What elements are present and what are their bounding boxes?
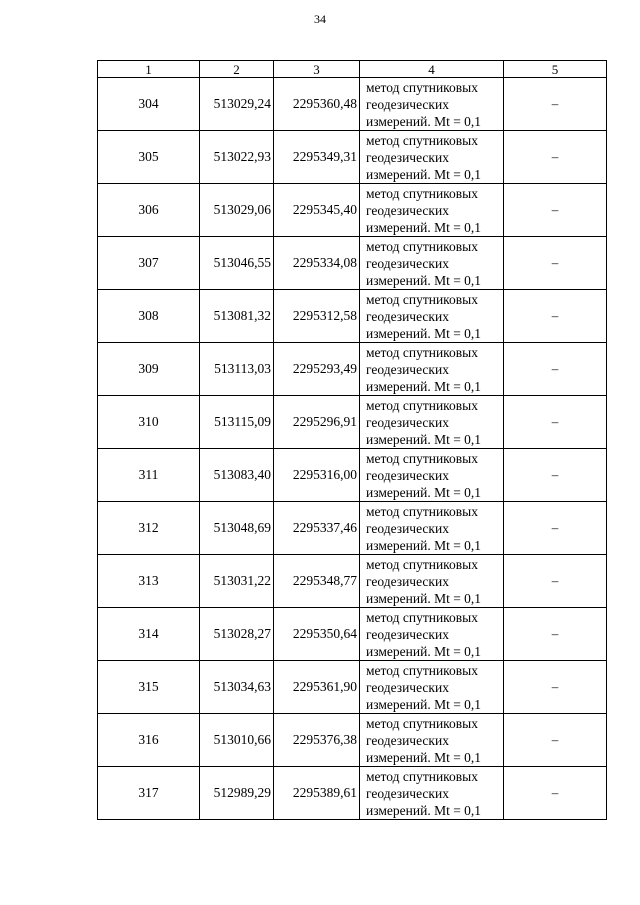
note-cell: – — [504, 661, 607, 714]
point-number-cell: 307 — [98, 237, 200, 290]
note-cell: – — [504, 290, 607, 343]
table-row — [98, 449, 607, 502]
y-coordinate-cell: 2295316,00 — [274, 449, 360, 502]
point-number-cell: 304 — [98, 78, 200, 131]
method-cell: метод спутниковых геодезических измерений. Mt = 0,1 — [360, 131, 504, 184]
x-coordinate-cell: 513081,32 — [200, 290, 274, 343]
note-cell: – — [504, 767, 607, 820]
table-header-row — [98, 61, 607, 78]
column-header: 2 — [200, 61, 274, 78]
y-coordinate-cell: 2295361,90 — [274, 661, 360, 714]
y-coordinate-cell: 2295312,58 — [274, 290, 360, 343]
method-cell: метод спутниковых геодезических измерений. Mt = 0,1 — [360, 449, 504, 502]
y-coordinate-cell: 2295334,08 — [274, 237, 360, 290]
method-cell: метод спутниковых геодезических измерений. Mt = 0,1 — [360, 290, 504, 343]
table-row — [98, 184, 607, 237]
x-coordinate-cell: 513113,03 — [200, 343, 274, 396]
x-coordinate-cell: 513034,63 — [200, 661, 274, 714]
y-coordinate-cell: 2295376,38 — [274, 714, 360, 767]
table-row — [98, 502, 607, 555]
point-number-cell: 317 — [98, 767, 200, 820]
x-coordinate-cell: 513029,24 — [200, 78, 274, 131]
method-cell: метод спутниковых геодезических измерений. Mt = 0,1 — [360, 555, 504, 608]
x-coordinate-cell: 513022,93 — [200, 131, 274, 184]
x-coordinate-cell: 513115,09 — [200, 396, 274, 449]
method-cell: метод спутниковых геодезических измерений. Mt = 0,1 — [360, 767, 504, 820]
y-coordinate-cell: 2295293,49 — [274, 343, 360, 396]
note-cell: – — [504, 714, 607, 767]
x-coordinate-cell: 513029,06 — [200, 184, 274, 237]
table-row — [98, 343, 607, 396]
method-cell: метод спутниковых геодезических измерений. Mt = 0,1 — [360, 343, 504, 396]
table-row — [98, 767, 607, 820]
note-cell: – — [504, 131, 607, 184]
note-cell: – — [504, 449, 607, 502]
method-cell: метод спутниковых геодезических измерений. Mt = 0,1 — [360, 502, 504, 555]
table-row — [98, 290, 607, 343]
table-row — [98, 78, 607, 131]
point-number-cell: 312 — [98, 502, 200, 555]
point-number-cell: 314 — [98, 608, 200, 661]
column-header: 5 — [504, 61, 607, 78]
column-header: 3 — [274, 61, 360, 78]
x-coordinate-cell: 512989,29 — [200, 767, 274, 820]
point-number-cell: 305 — [98, 131, 200, 184]
method-cell: метод спутниковых геодезических измерений. Mt = 0,1 — [360, 608, 504, 661]
method-cell: метод спутниковых геодезических измерений. Mt = 0,1 — [360, 661, 504, 714]
point-number-cell: 311 — [98, 449, 200, 502]
y-coordinate-cell: 2295349,31 — [274, 131, 360, 184]
table-row — [98, 396, 607, 449]
table-row — [98, 131, 607, 184]
column-header: 4 — [360, 61, 504, 78]
y-coordinate-cell: 2295345,40 — [274, 184, 360, 237]
y-coordinate-cell: 2295348,77 — [274, 555, 360, 608]
coordinates-table — [97, 60, 607, 820]
x-coordinate-cell: 513046,55 — [200, 237, 274, 290]
y-coordinate-cell: 2295337,46 — [274, 502, 360, 555]
point-number-cell: 310 — [98, 396, 200, 449]
method-cell: метод спутниковых геодезических измерений. Mt = 0,1 — [360, 396, 504, 449]
method-cell: метод спутниковых геодезических измерений. Mt = 0,1 — [360, 714, 504, 767]
method-cell: метод спутниковых геодезических измерений. Mt = 0,1 — [360, 78, 504, 131]
method-cell: метод спутниковых геодезических измерений. Mt = 0,1 — [360, 237, 504, 290]
note-cell: – — [504, 237, 607, 290]
table-row — [98, 714, 607, 767]
note-cell: – — [504, 502, 607, 555]
point-number-cell: 306 — [98, 184, 200, 237]
y-coordinate-cell: 2295296,91 — [274, 396, 360, 449]
table-row — [98, 555, 607, 608]
point-number-cell: 309 — [98, 343, 200, 396]
x-coordinate-cell: 513083,40 — [200, 449, 274, 502]
method-cell: метод спутниковых геодезических измерений. Mt = 0,1 — [360, 184, 504, 237]
table-row — [98, 661, 607, 714]
note-cell: – — [504, 78, 607, 131]
x-coordinate-cell: 513031,22 — [200, 555, 274, 608]
page-number: 34 — [314, 12, 326, 26]
note-cell: – — [504, 608, 607, 661]
point-number-cell: 315 — [98, 661, 200, 714]
point-number-cell: 308 — [98, 290, 200, 343]
table-row — [98, 237, 607, 290]
note-cell: – — [504, 343, 607, 396]
note-cell: – — [504, 184, 607, 237]
table-row — [98, 608, 607, 661]
x-coordinate-cell: 513028,27 — [200, 608, 274, 661]
x-coordinate-cell: 513048,69 — [200, 502, 274, 555]
y-coordinate-cell: 2295350,64 — [274, 608, 360, 661]
note-cell: – — [504, 396, 607, 449]
note-cell: – — [504, 555, 607, 608]
point-number-cell: 313 — [98, 555, 200, 608]
point-number-cell: 316 — [98, 714, 200, 767]
x-coordinate-cell: 513010,66 — [200, 714, 274, 767]
column-header: 1 — [98, 61, 200, 78]
y-coordinate-cell: 2295389,61 — [274, 767, 360, 820]
y-coordinate-cell: 2295360,48 — [274, 78, 360, 131]
table-body — [98, 78, 607, 820]
